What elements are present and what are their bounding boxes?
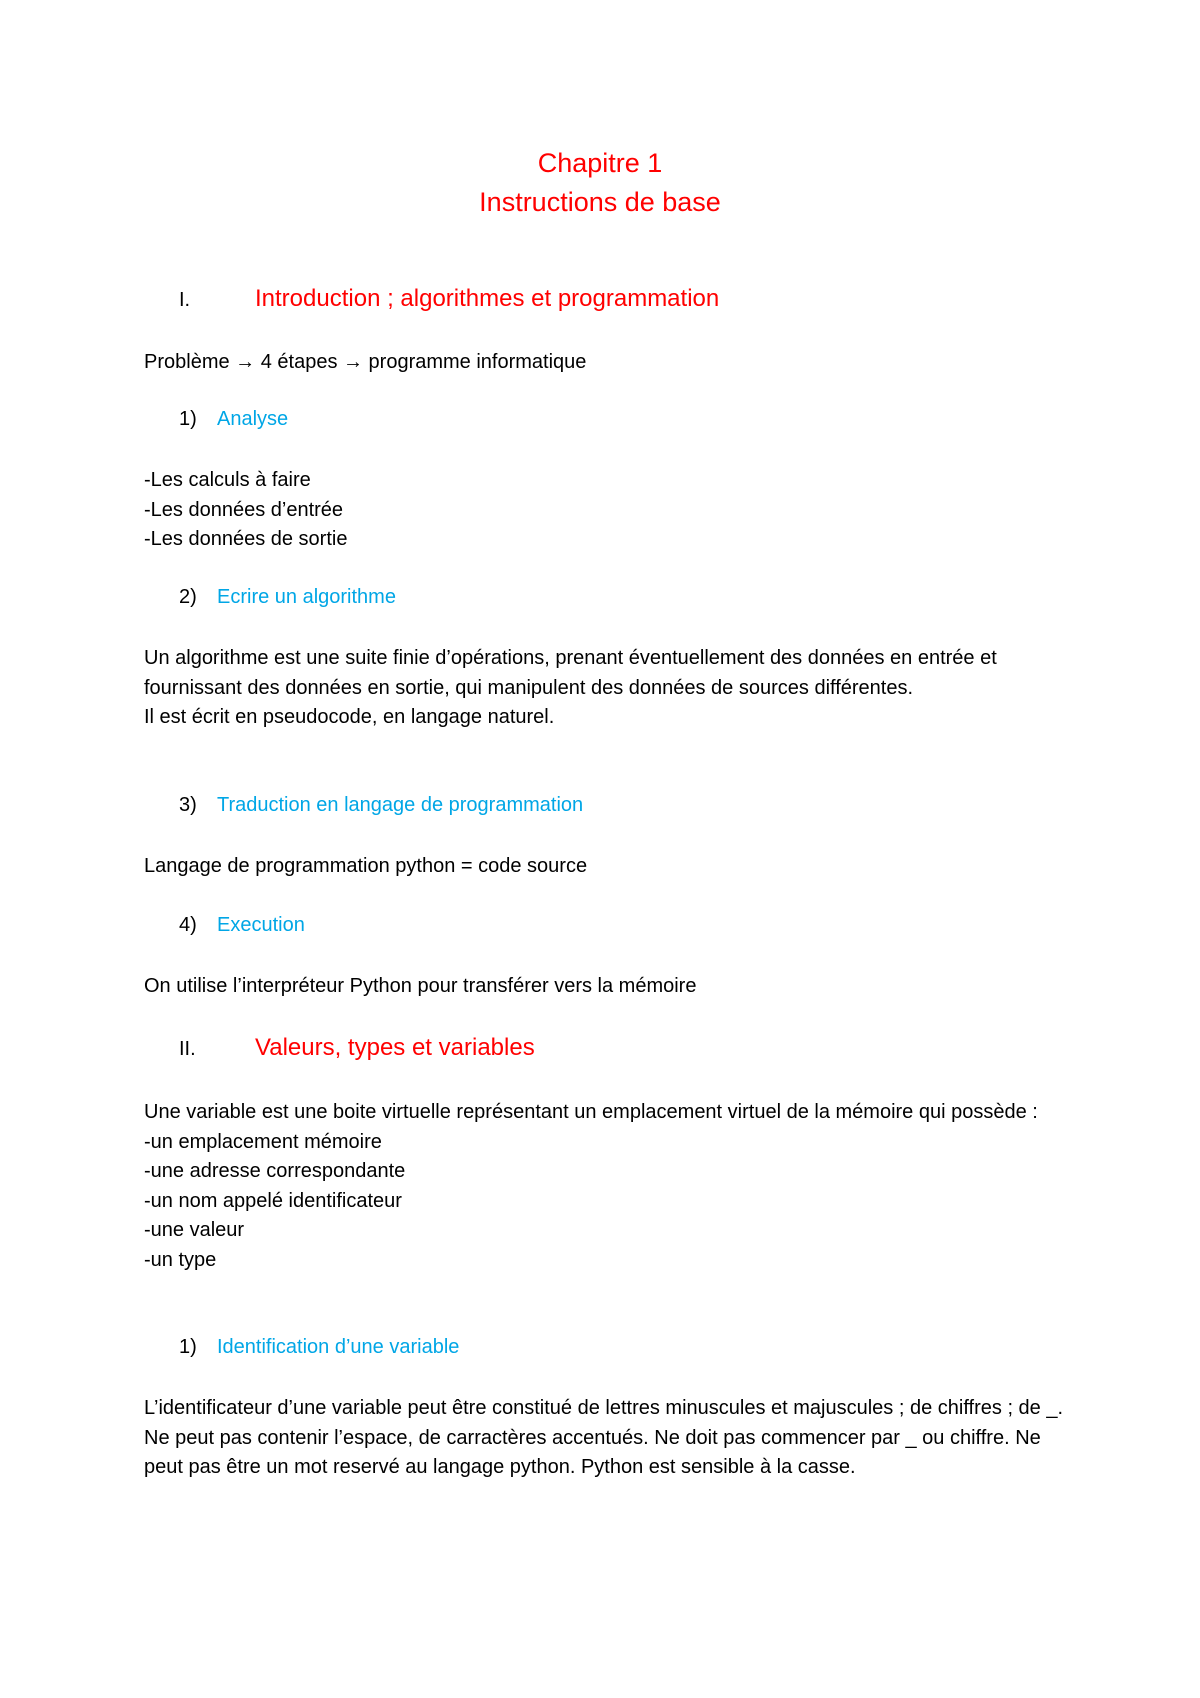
step-3-paragraph: Langage de programmation python = code source	[144, 855, 588, 877]
list-item: -une adresse correspondante	[144, 1160, 406, 1182]
step-4-number: 4)	[179, 914, 197, 936]
step-1-heading	[179, 408, 288, 431]
section-2-number: II.	[179, 1038, 196, 1060]
chapter-subtitle: Instructions de base	[479, 187, 721, 217]
list-item: -Les données de sortie	[144, 528, 348, 550]
section-2-sub-1-paragraph: L’identificateur d’une variable peut être constitué de lettres minuscules et majuscules ; de chiffres ; de _. Ne peut pas contenir l’espace, de carractères accentués. Ne doit pas commencer par _ ou chiffre. Ne peut pas être un mot reservé au langage python. Python est sensible à la casse.	[144, 1397, 1064, 1478]
step-1-title: Analyse	[217, 408, 289, 430]
paragraph: Un algorithme est une suite finie d’opérations, prenant éventuellement des données en entrée et fournissant des données en sortie, qui manipulent des données de sources différentes.	[144, 647, 997, 699]
section-2-body	[144, 1098, 1074, 1275]
list-item: -un nom appelé identificateur	[144, 1189, 402, 1212]
step-2-number: 2)	[179, 586, 197, 608]
step-2-paragraph	[144, 644, 1074, 733]
list-item: -Les données d’entrée	[144, 498, 344, 521]
list-item: -un type	[144, 1248, 217, 1271]
step-4-title: Execution	[217, 914, 305, 936]
step-3-title: Traduction en langage de programmation	[217, 794, 584, 816]
step-2-heading	[179, 586, 396, 609]
step-1-number: 1)	[179, 408, 197, 430]
section-2-sub-1-title: Identification d’une variable	[217, 1336, 460, 1358]
section-1-heading	[179, 285, 719, 313]
paragraph: Il est écrit en pseudocode, en langage naturel.	[144, 706, 555, 728]
section-2-heading	[179, 1034, 535, 1062]
section-2-sub-1-number: 1)	[179, 1336, 197, 1358]
step-2-title: Ecrire un algorithme	[217, 586, 396, 608]
paragraph: Une variable est une boite virtuelle représentant un emplacement virtuel de la mémoire qui possède :	[144, 1101, 1038, 1123]
step-4-paragraph: On utilise l’interpréteur Python pour transférer vers la mémoire	[144, 975, 697, 997]
section-1-title: Introduction ; algorithmes et programmation	[255, 285, 720, 312]
chapter-title: Chapitre 1	[537, 148, 663, 178]
section-2-sub-1-heading	[179, 1336, 459, 1359]
section-1-number: I.	[179, 289, 191, 311]
step-4-heading	[179, 914, 305, 937]
step-3-number: 3)	[179, 794, 197, 816]
section-1-intro: Problème → 4 étapes → programme informatique	[144, 351, 587, 373]
list-item: -une valeur	[144, 1219, 245, 1241]
step-1-list	[144, 466, 1074, 555]
list-item: -Les calculs à faire	[144, 469, 311, 491]
step-3-heading	[179, 794, 583, 817]
section-2-title: Valeurs, types et variables	[255, 1034, 535, 1061]
list-item: -un emplacement mémoire	[144, 1130, 382, 1153]
